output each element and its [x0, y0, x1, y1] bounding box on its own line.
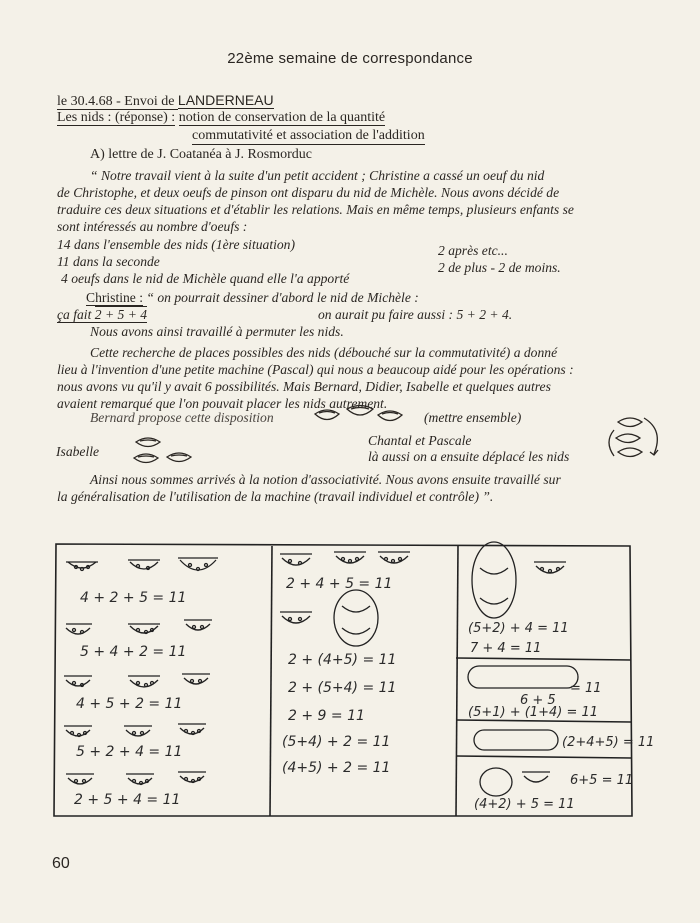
aussi-deplace: là aussi on a ensuite déplacé les nids — [368, 449, 570, 464]
p1-line-3: traduire ces deux situations et d'établir les relations. Mais en même temps, plusieurs enfants se — [57, 202, 574, 217]
nest-icon — [66, 624, 92, 634]
equation: = 11 — [570, 681, 602, 696]
p1-line-2: de Christophe, et deux oeufs de pinson ont disparu du nid de Michèle. Nous avons décidé de — [57, 185, 560, 200]
letter-paragraph-3 — [57, 471, 667, 505]
side-notes — [438, 242, 561, 276]
p1-line-1: “ Notre travail vient à la suite d'un petit accident ; Christine a cassé un oeuf du nid — [90, 168, 545, 183]
christine-quote: “ on pourrait dessiner d'abord le nid de Michèle : — [143, 290, 419, 305]
nest-sketch-chantal — [606, 412, 668, 462]
nest-row — [474, 730, 558, 750]
list-item: 11 dans la seconde — [57, 254, 160, 269]
date-line-place: LANDERNEAU — [177, 92, 274, 108]
p2-line-1: Cette recherche de places possibles des nids (débouché sur la commutativité) a donné — [90, 345, 558, 360]
equation: 6 + 5 — [520, 693, 556, 708]
equation: (4+2) + 5 = 11 — [474, 797, 575, 812]
equation: 4 + 2 + 5 = 11 — [80, 590, 187, 606]
letter-heading: A) lettre de J. Coatanéa à J. Rosmorduc — [90, 147, 312, 162]
topic-line — [57, 110, 385, 126]
nest-icon — [128, 676, 160, 687]
nest-icon — [378, 552, 410, 563]
nest-icon — [280, 612, 312, 623]
equation: (2+4+5) = 11 — [562, 735, 655, 750]
p3-line-1: Ainsi nous sommes arrivés à la notion d'associativité. Nous avons ensuite travaillé sur — [90, 472, 561, 487]
equation: (5+2) + 4 = 11 — [468, 621, 569, 636]
nest-icon — [182, 674, 210, 684]
equation: 2 + 9 = 11 — [288, 708, 365, 724]
page-title: 22ème semaine de correspondance — [227, 50, 473, 67]
side-note: 2 de plus - 2 de moins. — [438, 260, 561, 275]
nest-icon — [128, 624, 160, 634]
side-note: 2 après etc... — [438, 243, 508, 258]
p2-line-3: nous avons vu qu'il y avait 6 possibilités. Mais Bernard, Didier, Isabelle et quelques autres — [57, 379, 551, 394]
equation: 4 + 5 + 2 = 11 — [76, 696, 183, 712]
equation: 2 + 4 + 5 = 11 — [286, 576, 393, 592]
nest-icon — [178, 772, 206, 783]
equation: (5+1) + (1+4) = 11 — [468, 705, 599, 720]
nest-icon — [522, 772, 550, 782]
nest-icon — [480, 768, 512, 796]
p3-line-2: la généralisation de l'utilisation de la machine (travail individuel et contrôle) ”. — [57, 489, 494, 504]
list-item: 4 oeufs dans le nid de Michèle quand elle l'a apporté — [61, 271, 350, 286]
nest-sketch-bernard — [312, 403, 410, 427]
nest-icon — [126, 774, 154, 785]
nest-icon — [184, 620, 212, 630]
nest-icon — [178, 724, 206, 735]
isabelle-label: Isabelle — [56, 444, 100, 459]
list-item: 14 dans l'ensemble des nids (1ère situation) — [57, 237, 295, 252]
aussi-line: on aurait pu faire aussi : 5 + 2 + 4. — [318, 307, 513, 322]
p2-line-4: avaient remarqué que l'on pouvait placer les nids autrement. — [57, 396, 388, 411]
topic-2: commutativité et association de l'addition — [192, 128, 425, 143]
nest-icon — [178, 558, 218, 571]
date-line-prefix: le 30.4.68 - Envoi de — [57, 94, 178, 109]
nest-icon — [128, 560, 160, 570]
p1-line-4: sont intéressés au nombre d'oeufs : — [57, 219, 248, 234]
egg-count-list — [57, 236, 349, 287]
equation: 6+5 = 11 — [570, 773, 634, 788]
equation: (4+5) + 2 = 11 — [282, 760, 391, 776]
handwritten-figure — [50, 540, 655, 825]
letter-paragraph-2 — [57, 344, 657, 412]
equation: 2 + (4+5) = 11 — [288, 652, 397, 668]
equation: 2 + 5 + 4 = 11 — [74, 792, 181, 808]
nest-icon — [334, 552, 366, 563]
nest-icon — [64, 676, 92, 687]
christine-name: Christine : — [86, 290, 144, 305]
nest-icon — [534, 562, 566, 573]
p2-line-2: lieu à l'invention d'une petite machine (Pascal) qui nous a beaucoup aidé pour les opérations : — [57, 362, 574, 377]
equation: 5 + 2 + 4 = 11 — [76, 744, 183, 760]
chantal-label: Chantal et Pascale — [368, 433, 472, 448]
topic-1: notion de conservation de la quantité — [178, 110, 386, 125]
page-number: 60 — [52, 855, 70, 872]
nest-icon — [280, 554, 312, 565]
christine-line — [86, 290, 419, 306]
permuter-line: Nous avons ainsi travaillé à permuter les nids. — [90, 324, 344, 339]
letter-paragraph-1 — [57, 167, 657, 235]
nest-row — [468, 666, 578, 688]
nest-icon — [124, 726, 152, 736]
bernard-line: Bernard propose cette disposition — [90, 410, 274, 425]
nest-icon — [66, 774, 94, 784]
topic-label: Les nids : (réponse) : — [57, 110, 176, 125]
ca-fait-line — [57, 307, 147, 323]
nest-group-circle — [472, 542, 516, 618]
date-line — [57, 92, 274, 110]
equation: (5+4) + 2 = 11 — [282, 734, 391, 750]
equations-middle — [282, 576, 396, 776]
nest-sketch-isabelle — [130, 433, 200, 469]
equation: 2 + (5+4) = 11 — [288, 680, 397, 696]
nest-icon — [64, 726, 92, 737]
ca-fait-label: ça fait — [57, 307, 95, 322]
equations-right — [468, 621, 654, 812]
equation: 5 + 4 + 2 = 11 — [80, 644, 187, 660]
ca-fait-sum: 2 + 5 + 4 — [94, 307, 148, 322]
mettre-ensemble: (mettre ensemble) — [424, 410, 522, 425]
equation: 7 + 4 = 11 — [470, 641, 542, 656]
equations-left — [74, 590, 186, 808]
nest-icon — [66, 562, 98, 571]
nest-group-circle — [334, 590, 378, 646]
